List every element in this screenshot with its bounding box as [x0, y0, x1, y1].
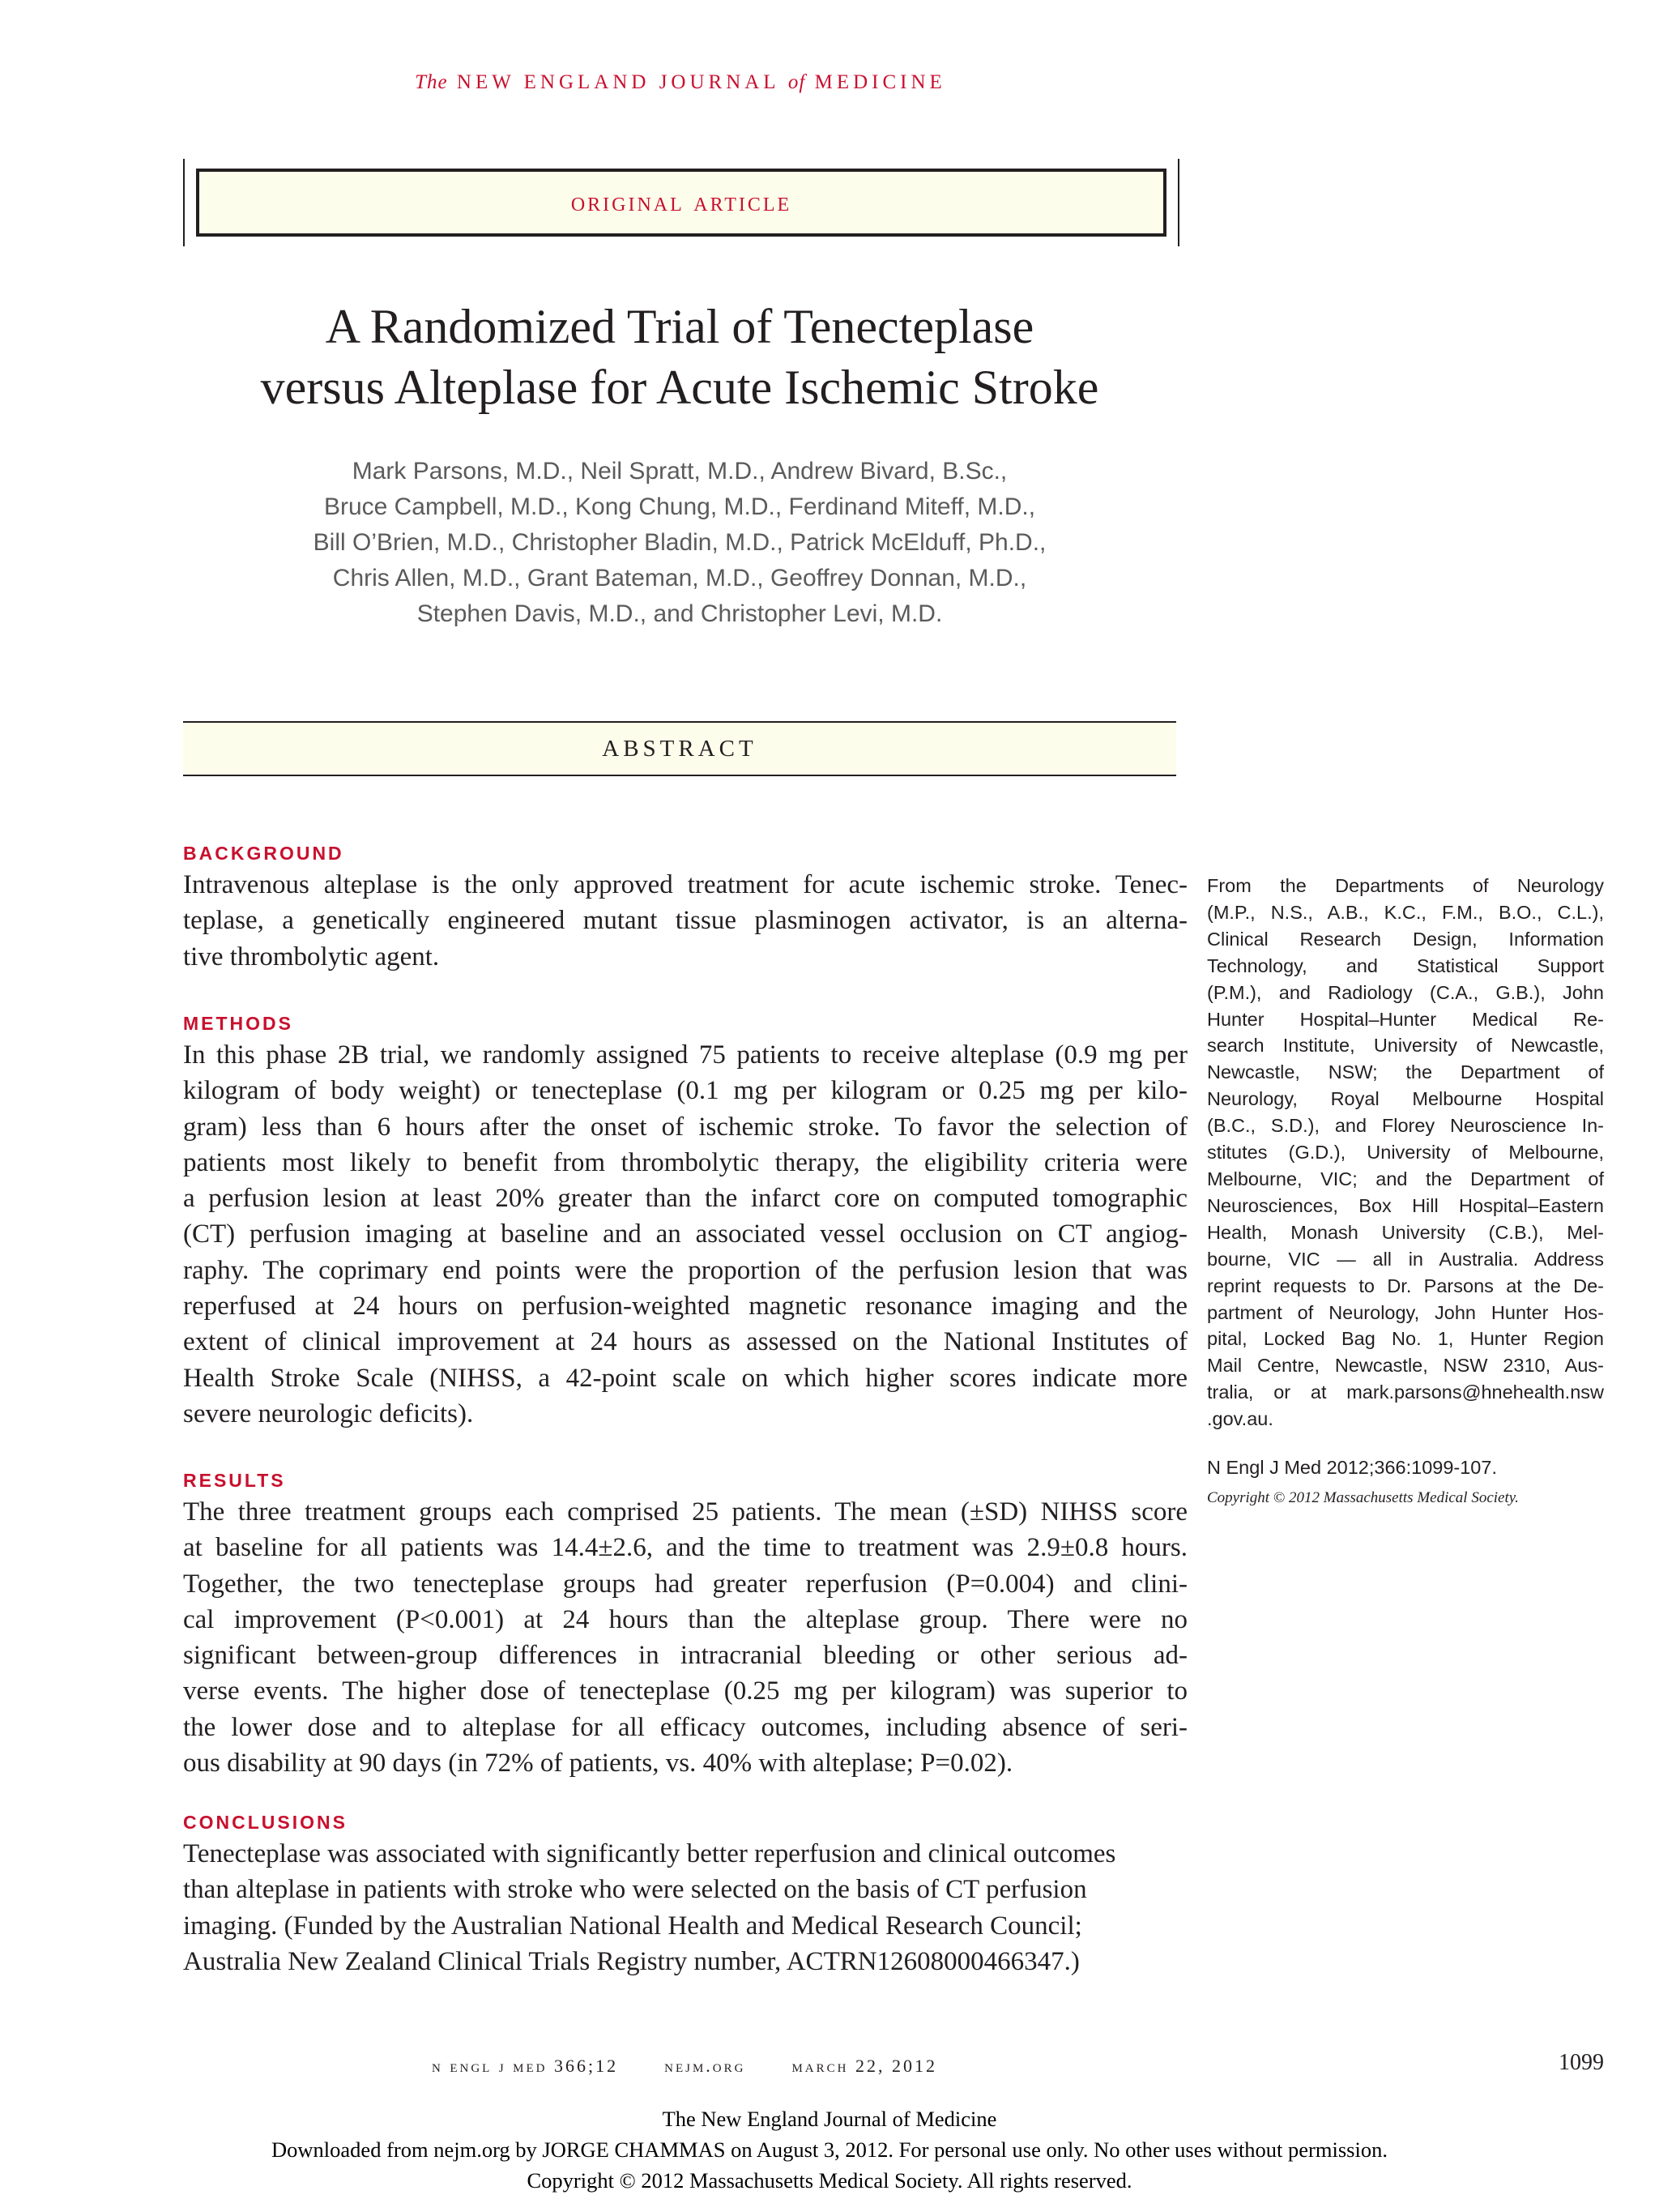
author-line: Bill O’Brien, M.D., Christopher Bladin, M.D., Patrick McElduff, Ph.D.,: [313, 529, 1047, 556]
footer-site: nejm.org: [664, 2056, 746, 2076]
sidebar-line: From the Departments of Neurology: [1207, 875, 1604, 896]
article-title: [183, 297, 1176, 418]
body-line: patients most likely to benefit from thrombolytic therapy, the eligibility criteria were: [183, 1147, 1188, 1177]
running-header: [0, 71, 1361, 94]
body-line: imaging. (Funded by the Australian National Health and Medical Research Council;: [183, 1911, 1082, 1941]
body-line: severe neurologic deficits).: [183, 1399, 474, 1428]
body-line: than alteplase in patients with stroke who were selected on the basis of CT perfusion: [183, 1875, 1087, 1905]
running-header-prefix: The: [415, 71, 448, 93]
author-line: Bruce Campbell, M.D., Kong Chung, M.D., Ferdinand Miteff, M.D.,: [323, 493, 1036, 520]
article-type-frame: [196, 169, 1166, 237]
sidebar-line: Neurosciences, Box Hill Hospital–Eastern: [1207, 1194, 1604, 1216]
sidebar-line: (M.P., N.S., A.B., K.C., F.M., B.O., C.L.),: [1207, 901, 1604, 923]
body-line: the lower dose and to alteplase for all efficacy outcomes, including absence of seri-: [183, 1712, 1188, 1742]
body-line: extent of clinical improvement at 24 hours as assessed on the National Institutes of: [183, 1327, 1188, 1357]
body-line: The three treatment groups each comprised 25 patients. The mean (±SD) NIHSS score: [183, 1497, 1188, 1527]
section-heading-conclusions: CONCLUSIONS: [183, 1812, 348, 1833]
author-line: Mark Parsons, M.D., Neil Spratt, M.D., Andrew Bivard, B.Sc.,: [352, 458, 1008, 485]
body-line: gram) less than 6 hours after the onset of ischemic stroke. To favor the selection of: [183, 1112, 1188, 1142]
running-header-of: of: [787, 71, 806, 93]
sidebar-line: (B.C., S.D.), and Florey Neuroscience In-: [1207, 1115, 1604, 1137]
download-notice-line: Downloaded from nejm.org by JORGE CHAMMAS on August 3, 2012. For personal use only. No other uses without permission.: [271, 2137, 1388, 2162]
body-line: raphy. The coprimary end points were the proportion of the perfusion lesion that was: [183, 1255, 1188, 1285]
body-line: reperfused at 24 hours on perfusion-weighted magnetic resonance imaging and the: [183, 1292, 1188, 1322]
sidebar-line: Hunter Hospital–Hunter Medical Re-: [1207, 1008, 1604, 1030]
running-header-name2: MEDICINE: [814, 71, 946, 93]
sidebar-line: (P.M.), and Radiology (C.A., G.B.), John: [1207, 981, 1604, 1003]
body-line: Australia New Zealand Clinical Trials Registry number, ACTRN12608000466347.): [183, 1946, 1080, 1976]
author-line: Chris Allen, M.D., Grant Bateman, M.D., Geoffrey Donnan, M.D.,: [332, 565, 1027, 591]
body-line: tive thrombolytic agent.: [183, 942, 440, 971]
body-line: kilogram of body weight) or tenecteplase (0.1 mg per kilogram or 0.25 mg per kilo-: [183, 1076, 1188, 1106]
footer-date: march 22, 2012: [791, 2056, 937, 2076]
sidebar-line: bourne, VIC — all in Australia. Address: [1207, 1248, 1604, 1270]
sidebar-line: partment of Neurology, John Hunter Hos-: [1207, 1301, 1604, 1323]
section-body-methods: [183, 1037, 1188, 1432]
body-line: Health Stroke Scale (NIHSS, a 42-point scale on which higher scores indicate more: [183, 1363, 1188, 1393]
sidebar-line: search Institute, University of Newcastle,: [1207, 1035, 1604, 1057]
title-line: versus Alteplase for Acute Ischemic Stroke: [260, 361, 1099, 414]
body-line: In this phase 2B trial, we randomly assigned 75 patients to receive alteplase (0.9 mg per: [183, 1040, 1188, 1070]
download-notice-line: The New England Journal of Medicine: [662, 2107, 997, 2131]
section-body-background: [183, 867, 1188, 975]
body-line: verse events. The higher dose of tenecteplase (0.25 mg per kilogram) was superior to: [183, 1676, 1188, 1706]
sidebar-line: stitutes (G.D.), University of Melbourne,: [1207, 1142, 1604, 1164]
article-type-box: [183, 159, 1179, 246]
author-line: Stephen Davis, M.D., and Christopher Levi, M.D.: [416, 600, 943, 627]
section-heading-methods: METHODS: [183, 1013, 293, 1034]
body-line: Together, the two tenecteplase groups had greater reperfusion (P=0.004) and clini-: [183, 1569, 1188, 1599]
sidebar-line: Health, Monash University (C.B.), Mel-: [1207, 1221, 1604, 1243]
body-line: Tenecteplase was associated with significantly better reperfusion and clinical outcomes: [183, 1839, 1116, 1868]
download-notice: [0, 2103, 1659, 2196]
citation: N Engl J Med 2012;366:1099-107.: [1207, 1457, 1497, 1478]
title-line: A Randomized Trial of Tenecteplase: [325, 300, 1034, 353]
body-line: ous disability at 90 days (in 72% of patients, vs. 40% with alteplase; P=0.02).: [183, 1749, 1013, 1779]
body-line: (CT) perfusion imaging at baseline and an associated vessel occlusion on CT angiog-: [183, 1219, 1188, 1249]
sidebar-line: pital, Locked Bag No. 1, Hunter Region: [1207, 1328, 1604, 1350]
body-line: cal improvement (P<0.001) at 24 hours than the alteplase group. There were no: [183, 1604, 1188, 1634]
sidebar-line: .gov.au.: [1207, 1408, 1273, 1430]
sidebar-line: Melbourne, VIC; and the Department of: [1207, 1168, 1604, 1189]
download-notice-line: Copyright © 2012 Massachusetts Medical Society. All rights reserved.: [527, 2168, 1132, 2193]
body-line: at baseline for all patients was 14.4±2.6, and the time to treatment was 2.9±0.8 hours.: [183, 1533, 1188, 1563]
sidebar-line: Newcastle, NSW; the Department of: [1207, 1061, 1604, 1083]
body-line: a perfusion lesion at least 20% greater than the infarct core on computed tomographic: [183, 1184, 1188, 1214]
sidebar-line: Technology, and Statistical Support: [1207, 954, 1604, 976]
running-header-name1: NEW ENGLAND JOURNAL: [456, 71, 779, 93]
page-number: 1099: [1559, 2050, 1604, 2075]
section-body-results: [183, 1494, 1188, 1781]
section-body-conclusions: [183, 1836, 1188, 1979]
abstract-band: [183, 721, 1176, 776]
section-heading-results: RESULTS: [183, 1470, 286, 1491]
copyright-note: Copyright © 2012 Massachusetts Medical Society.: [1207, 1489, 1519, 1506]
sidebar-line: Mail Centre, Newcastle, NSW 2310, Aus-: [1207, 1355, 1604, 1377]
sidebar-line: reprint requests to Dr. Parsons at the De-: [1207, 1275, 1604, 1296]
body-line: teplase, a genetically engineered mutant tissue plasminogen activator, is an alterna-: [183, 906, 1188, 936]
sidebar-line: Neurology, Royal Melbourne Hospital: [1207, 1088, 1604, 1110]
sidebar-line: tralia, or at mark.parsons@hnehealth.nsw: [1207, 1381, 1604, 1403]
article-type-label: original article: [570, 187, 792, 217]
footer-journal: n engl j med 366;12: [432, 2056, 619, 2076]
author-affiliations: [1207, 873, 1604, 1433]
body-line: Intravenous alteplase is the only approved treatment for acute ischemic stroke. Tenec-: [183, 870, 1188, 899]
author-list: [183, 454, 1176, 632]
body-line: significant between-group differences in intracranial bleeding or other serious ad-: [183, 1641, 1188, 1671]
abstract-label: ABSTRACT: [602, 735, 757, 762]
sidebar-line: Clinical Research Design, Information: [1207, 928, 1604, 950]
page-footer: [0, 2056, 1369, 2077]
section-heading-background: BACKGROUND: [183, 843, 344, 864]
